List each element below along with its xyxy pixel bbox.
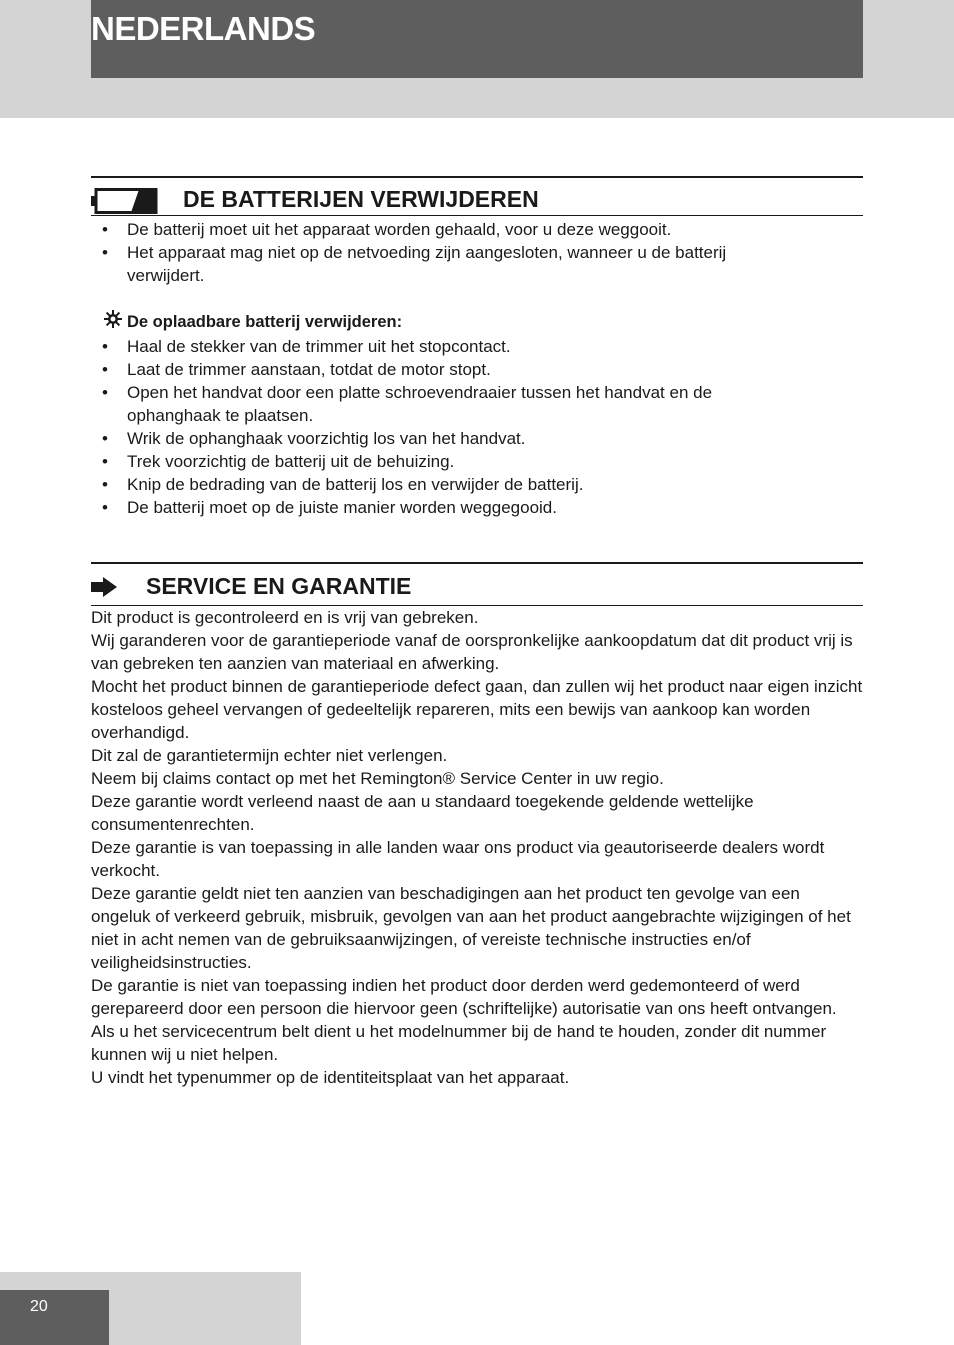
list-item: • Haal de stekker van de trimmer uit het stopcontact. <box>91 335 863 358</box>
page-title: NEDERLANDS <box>91 10 316 47</box>
paragraph: Mocht het product binnen de garantieperiode defect gaan, dan zullen wij het product naar eigen inzicht kosteloos geheel vervangen of gedeeltelijk repareren, mits een bewijs van aankoop kan worden overhandigd. <box>91 677 863 742</box>
paragraph: Deze garantie wordt verleend naast de aan u standaard toegekende geldende wettelijke consumentenrechten. <box>91 792 754 834</box>
paragraph: Deze garantie geldt niet ten aanzien van beschadigingen aan het product ten gevolge van een ongeluk of verkeerd gebruik, misbruik, gevolgen van aan het product aangebrachte wijzigingen of het niet in acht nemen van de gebruiksaanwijzingen, of vereiste technische instructies en/of veiligheidsinstructies. <box>91 884 851 972</box>
battery-section <box>91 176 863 519</box>
arrow-right-icon <box>91 577 117 602</box>
paragraph: Neem bij claims contact op met het Remington® Service Center in uw regio. <box>91 769 664 788</box>
list-item: • Open het handvat door een platte schroevendraaier tussen het handvat en de ophanghaak te plaatsen. <box>91 381 863 427</box>
paragraph: U vindt het typenummer op de identiteitsplaat van het apparaat. <box>91 1068 570 1087</box>
battery-subheading <box>91 310 863 335</box>
paragraph: Deze garantie is van toepassing in alle landen waar ons product via geautoriseerde dealers wordt verkocht. <box>91 838 825 880</box>
battery-bullet-list <box>91 218 863 287</box>
service-section-body <box>91 606 863 1089</box>
header-title-bar <box>91 0 863 78</box>
battery-subheading-text: De oplaadbare batterij verwijderen: <box>127 313 403 331</box>
paragraph: Als u het servicecentrum belt dient u het modelnummer bij de hand te houden, zonder dit nummer kunnen wij u niet helpen. <box>91 1022 827 1064</box>
service-section <box>91 562 863 1089</box>
battery-steps-list <box>91 335 863 519</box>
service-section-header <box>91 562 863 606</box>
page-number: 20 <box>30 1298 48 1315</box>
battery-icon <box>91 188 159 219</box>
list-item: • Laat de trimmer aanstaan, totdat de motor stopt. <box>91 358 863 381</box>
battery-section-header <box>91 176 863 216</box>
gear-sun-icon <box>104 310 127 335</box>
list-item: • Wrik de ophanghaak voorzichtig los van het handvat. <box>91 427 863 450</box>
list-item: • De batterij moet op de juiste manier worden weggegooid. <box>91 496 863 519</box>
battery-section-body <box>91 218 863 519</box>
paragraph: De garantie is niet van toepassing indien het product door derden werd gedemonteerd of werd gerepareerd door een persoon die hiervoor geen (schriftelijke) autorisatie van ons heeft ontvangen. <box>91 976 837 1018</box>
list-item: • Het apparaat mag niet op de netvoeding zijn aangesloten, wanneer u de batterij verwijdert. <box>91 241 863 287</box>
battery-section-title: DE BATTERIJEN VERWIJDEREN <box>183 186 539 212</box>
paragraph: Dit product is gecontroleerd en is vrij van gebreken. <box>91 608 479 627</box>
service-section-title: SERVICE EN GARANTIE <box>146 573 412 599</box>
page-number-box <box>0 1290 109 1345</box>
list-item: • Trek voorzichtig de batterij uit de behuizing. <box>91 450 863 473</box>
paragraph: Dit zal de garantietermijn echter niet verlengen. <box>91 746 448 765</box>
list-item: • De batterij moet uit het apparaat worden gehaald, voor u deze weggooit. <box>91 218 863 241</box>
list-item: • Knip de bedrading van de batterij los en verwijder de batterij. <box>91 473 863 496</box>
paragraph: Wij garanderen voor de garantieperiode vanaf de oorspronkelijke aankoopdatum dat dit product vrij is van gebreken ten aanzien van materiaal en afwerking. <box>91 631 853 673</box>
